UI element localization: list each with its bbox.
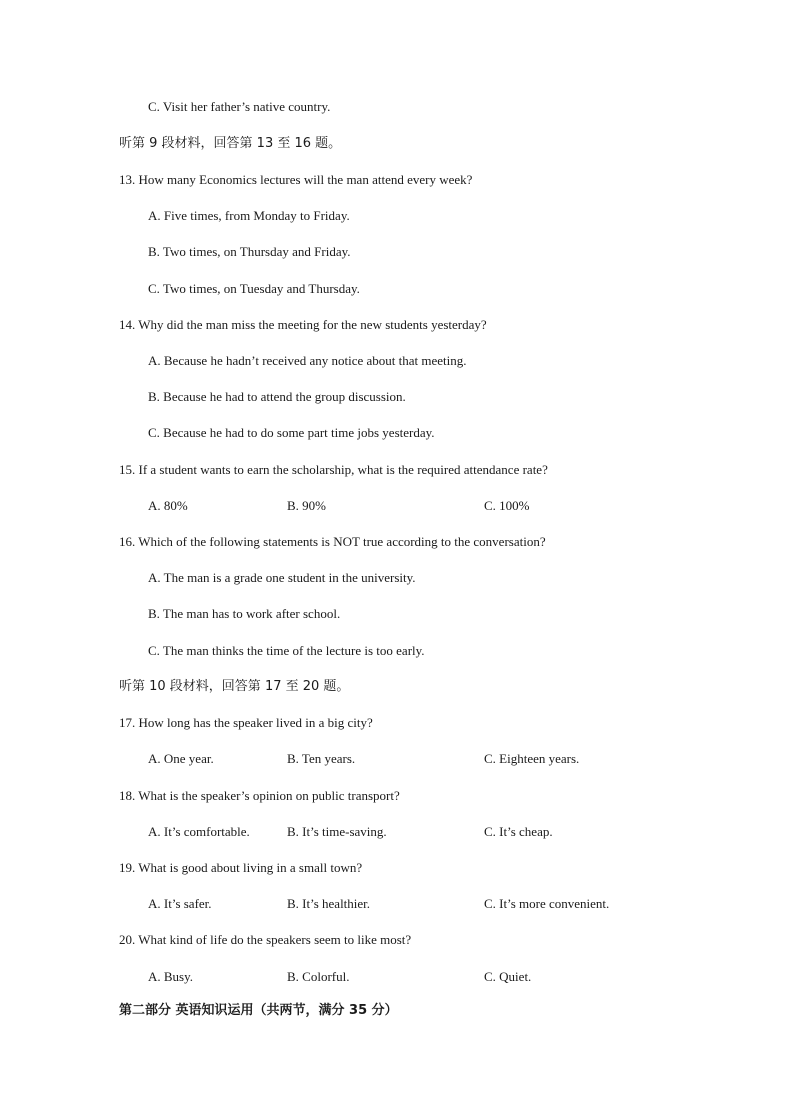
section-9-header: 听第 9 段材料，回答第 13 至 16 题。 [119, 136, 342, 151]
question-20-option-b: B. Colorful. [287, 969, 350, 984]
question-14-option-a: A. Because he hadn’t received any notice about that meeting. [148, 353, 467, 368]
question-19-option-a: A. It’s safer. [148, 896, 212, 911]
question-18-option-b: B. It’s time-saving. [287, 824, 387, 839]
section-10-header: 听第 10 段材料，回答第 17 至 20 题。 [119, 679, 350, 694]
question-19-option-c: C. It’s more convenient. [484, 896, 610, 911]
question-15: 15. If a student wants to earn the scholarship, what is the required attendance rate? [119, 462, 548, 477]
previous-option-c: C. Visit her father’s native country. [148, 99, 331, 114]
question-14: 14. Why did the man miss the meeting for the new students yesterday? [119, 317, 487, 332]
question-16: 16. Which of the following statements is NOT true according to the conversation? [119, 534, 546, 549]
part-2-heading: 第二部分 英语知识运用（共两节，满分 35 分） [119, 1003, 398, 1018]
question-13-option-a: A. Five times, from Monday to Friday. [148, 208, 350, 223]
question-18: 18. What is the speaker’s opinion on public transport? [119, 788, 400, 803]
question-15-option-c: C. 100% [484, 498, 530, 513]
question-20: 20. What kind of life do the speakers seem to like most? [119, 932, 412, 947]
question-16-option-c: C. The man thinks the time of the lecture is too early. [148, 643, 425, 658]
question-13-option-c: C. Two times, on Tuesday and Thursday. [148, 281, 360, 296]
question-16-option-b: B. The man has to work after school. [148, 606, 341, 621]
question-18-option-c: C. It’s cheap. [484, 824, 553, 839]
question-20-option-a: A. Busy. [148, 969, 194, 984]
question-14-option-b: B. Because he had to attend the group discussion. [148, 389, 406, 404]
question-17-option-a: A. One year. [148, 751, 214, 766]
question-17-option-c: C. Eighteen years. [484, 751, 580, 766]
question-13: 13. How many Economics lectures will the man attend every week? [119, 172, 473, 187]
question-15-option-b: B. 90% [287, 498, 326, 513]
question-19-option-b: B. It’s healthier. [287, 896, 371, 911]
question-19: 19. What is good about living in a small town? [119, 860, 363, 875]
question-20-option-c: C. Quiet. [484, 969, 532, 984]
question-15-option-a: A. 80% [148, 498, 188, 513]
question-17-option-b: B. Ten years. [287, 751, 356, 766]
question-14-option-c: C. Because he had to do some part time jobs yesterday. [148, 425, 435, 440]
question-16-option-a: A. The man is a grade one student in the university. [148, 570, 416, 585]
question-18-option-a: A. It’s comfortable. [148, 824, 250, 839]
question-13-option-b: B. Two times, on Thursday and Friday. [148, 244, 351, 259]
question-17: 17. How long has the speaker lived in a big city? [119, 715, 373, 730]
